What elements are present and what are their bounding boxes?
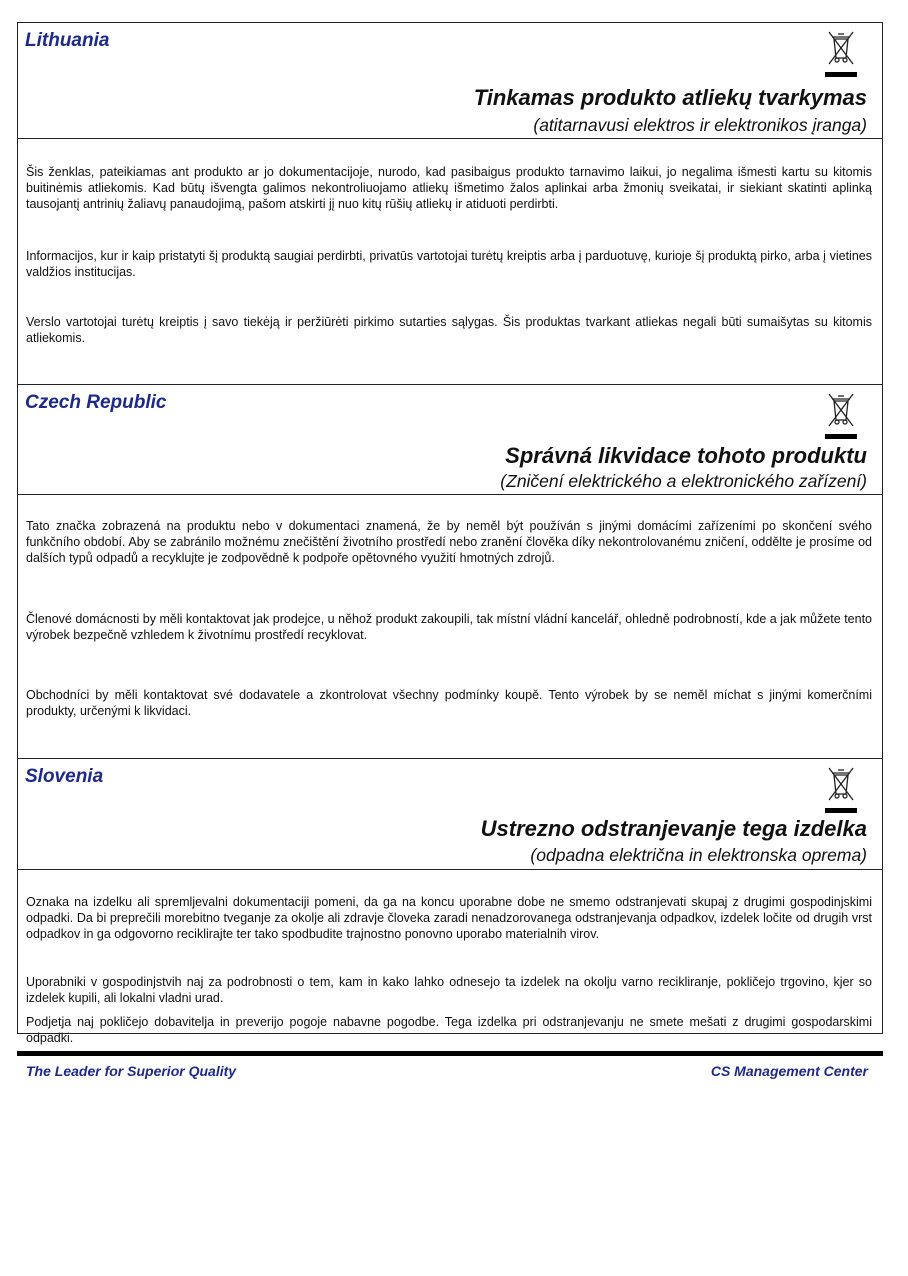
section-top-rule	[17, 384, 883, 385]
section-top-rule	[17, 758, 883, 759]
paragraph: Informacijos, kur ir kaip pristatyti šį produktą saugiai perdirbti, privatūs vartotojai turėtų kreiptis arba į parduotuvę, kurioje šį produktą pirko, arba į vietines valdžios institucijas.	[26, 249, 872, 279]
paragraph: Oznaka na izdelku ali spremljevalni dokumentaciji pomeni, da ga na koncu uporabne dobe ne smemo odstranjevati skupaj z drugimi gospodinjskimi odpadki. Da bi preprečili morebitno tveganje za okolje ali zdravje človeka zaradi nenadzorovanega odstranjevanja odpadkov, izdelek ločite od drugih vrst odpadkov in ga odgovorno reciklirajte ter tako spodbudite trajnostno ponovno uporabo materialnih virov.	[26, 895, 872, 941]
paragraph: Členové domácnosti by měli kontaktovat jak prodejce, u něhož produkt zakoupili, tak místní vládní kancelář, ohledně podrobností, kde a jak můžete tento výrobek bezpečně vzhledem k životnímu prostředí recyklovat.	[26, 612, 872, 642]
paragraph: Podjetja naj pokličejo dobavitelja in preverijo pogoje nabavne pogodbe. Tega izdelka pri odstranjevanju ne smete mešati z drugimi gospodarskimi odpadki.	[26, 1015, 872, 1045]
section-slovenia	[17, 758, 883, 1045]
section-subheading: (odpadna električna in elektronska oprema)	[530, 845, 867, 865]
heading-rule	[17, 869, 883, 870]
paragraph: Verslo vartotojai turėtų kreiptis į savo tiekėją ir peržiūrėti pirkimo sutarties sąlygas. Šis produktas tvarkant atliekas negali būti sumaišytas su kitomis atliekomis.	[26, 315, 872, 345]
section-lithuania	[17, 22, 883, 384]
section-top-rule	[17, 22, 883, 23]
crossed-out-wheelie-bin-icon	[825, 392, 857, 442]
section-czech-republic	[17, 384, 883, 758]
country-title: Lithuania	[25, 30, 110, 51]
country-title: Slovenia	[25, 766, 104, 787]
section-subheading: (atitarnavusi elektros ir elektronikos įranga)	[533, 115, 867, 135]
country-title: Czech Republic	[25, 392, 167, 413]
paragraph: Tato značka zobrazená na produktu nebo v dokumentaci znamená, že by neměl být používán s jinými domácími zařízeními po skončení svého funkčního období. Aby se zabránilo možnému znečištění životního prostředí nebo zranění člověka díky nekontrolovanému zničení, oddělte je prosíme od dalších typů odpadů a recyklujte je zodpovědně k podpoře opětovného využití hmotných zdrojů.	[26, 519, 872, 565]
crossed-out-wheelie-bin-icon	[825, 30, 857, 80]
paragraph: Uporabniki v gospodinjstvih naj za podrobnosti o tem, kam in kako lahko odnesejo ta izdelek na okolju varno recikliranje, pokličejo trgovino, kjer so izdelek kupili, ali lokalni vladni urad.	[26, 975, 872, 1005]
paragraph: Šis ženklas, pateikiamas ant produkto ar jo dokumentacijoje, nurodo, kad pasibaigus produkto tarnavimo laikui, jo negalima išmesti kartu su kitomis buitinėmis atliekomis. Kad būtų išvengta galimos nekontroliuojamo atliekų išmetimo žalos aplinkai arba žmonių sveikatai, ir siekiant skatinti aplinką tausojantį antrinių žaliavų panaudojimą, pašom atskirti jį nuo kitų rūšių atliekų ir atiduoti perdirbti.	[26, 165, 872, 211]
section-heading: Správná likvidace tohoto produktu	[505, 443, 867, 468]
heading-rule	[17, 138, 883, 139]
section-subheading: (Zničení elektrického a elektronického zařízení)	[500, 471, 867, 491]
section-bottom-rule	[17, 1033, 883, 1034]
footer-company: CS Management Center	[710, 1063, 868, 1079]
section-heading: Tinkamas produkto atliekų tvarkymas	[473, 85, 867, 110]
section-heading: Ustrezno odstranjevanje tega izdelka	[480, 816, 867, 841]
crossed-out-wheelie-bin-icon	[825, 766, 857, 816]
footer-rule	[17, 1051, 883, 1056]
footer-tagline: The Leader for Superior Quality	[26, 1063, 237, 1079]
paragraph: Obchodníci by měli kontaktovat své dodavatele a zkontrolovat všechny podmínky koupě. Tento výrobek by se neměl míchat s jinými komerčními produkty, určenými k likvidaci.	[26, 688, 872, 718]
heading-rule	[17, 494, 883, 495]
